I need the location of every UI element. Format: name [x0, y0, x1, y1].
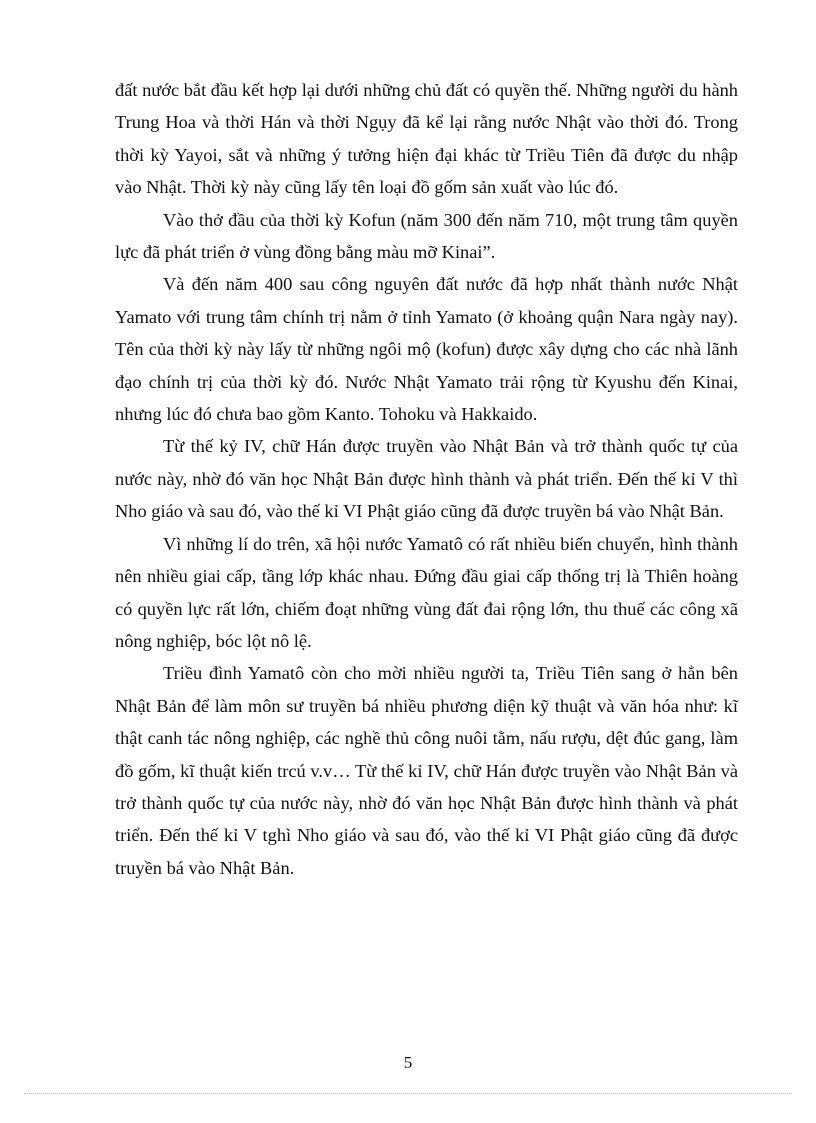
- paragraph: Từ thế kỷ IV, chữ Hán được truyền vào Nhật Bản và trở thành quốc tự của nước này, nhờ đó văn học Nhật Bản được hình thành và phát triển. Đến thế kỉ V thì Nho giáo và sau đó, vào thế kỉ VI Phật giáo cũng đã được truyền bá vào Nhật Bản.: [115, 436, 738, 522]
- paragraph: Vì những lí do trên, xã hội nước Yamatô có rất nhiều biến chuyển, hình thành nên nhiều giai cấp, tầng lớp khác nhau. Đứng đầu giai cấp thống trị là Thiên hoàng có quyền lực rất lớn, chiếm đoạt những vùng đất đai rộng lớn, thu thuế các công xã nông nghiệp, bóc lột nô lệ.: [115, 533, 738, 651]
- body-text: [115, 74, 738, 884]
- paragraph: đất nước bắt đầu kết hợp lại dưới những chủ đất có quyền thế. Những người du hành Trung Hoa và thời Hán và thời Ngụy đã kể lại rằng nước Nhật vào thời đó. Trong thời kỳ Yayoi, sắt và những ý tưởng hiện đại khác từ Triều Tiên đã được du nhập vào Nhật. Thời kỳ này cũng lấy tên loại đồ gốm sản xuất vào lúc đó.: [115, 80, 738, 198]
- paragraph: Và đến năm 400 sau công nguyên đất nước đã hợp nhất thành nước Nhật Yamato với trung tâm chính trị nằm ở tỉnh Yamato (ở khoảng quận Nara ngày nay). Tên của thời kỳ này lấy từ những ngôi mộ (kofun) được xây dựng cho các nhà lãnh đạo chính trị của thời kỳ đó. Nước Nhật Yamato trải rộng từ Kyushu đến Kinai, nhưng lúc đó chưa bao gồm Kanto. Tohoku và Hakkaido.: [115, 274, 738, 425]
- paragraph: Triều đình Yamatô còn cho mời nhiều người ta, Triều Tiên sang ở hẳn bên Nhật Bản để làm môn sư truyền bá nhiều phương diện kỹ thuật và văn hóa như: kĩ thật canh tác nông nghiệp, các nghề thủ công nuôi tằm, nấu rượu, dệt đúc gang, làm đồ gốm, kĩ thuật kiến trcú v.v… Từ thế kỉ IV, chữ Hán được truyền vào Nhật Bản và trở thành quốc tự của nước này, nhờ đó văn học Nhật Bản được hình thành và phát triển. Đến thế kỉ V tghì Nho giáo và sau đó, vào thế kỉ VI Phật giáo cũng đã được truyền bá vào Nhật Bản.: [115, 663, 738, 878]
- page-number: 5: [403, 1053, 413, 1072]
- paragraph: Vào thở đầu của thời kỳ Kofun (năm 300 đến năm 710, một trung tâm quyền lực đã phát triển ở vùng đồng bằng màu mỡ Kinai”.: [115, 209, 738, 263]
- page-bottom-divider: [24, 1093, 792, 1094]
